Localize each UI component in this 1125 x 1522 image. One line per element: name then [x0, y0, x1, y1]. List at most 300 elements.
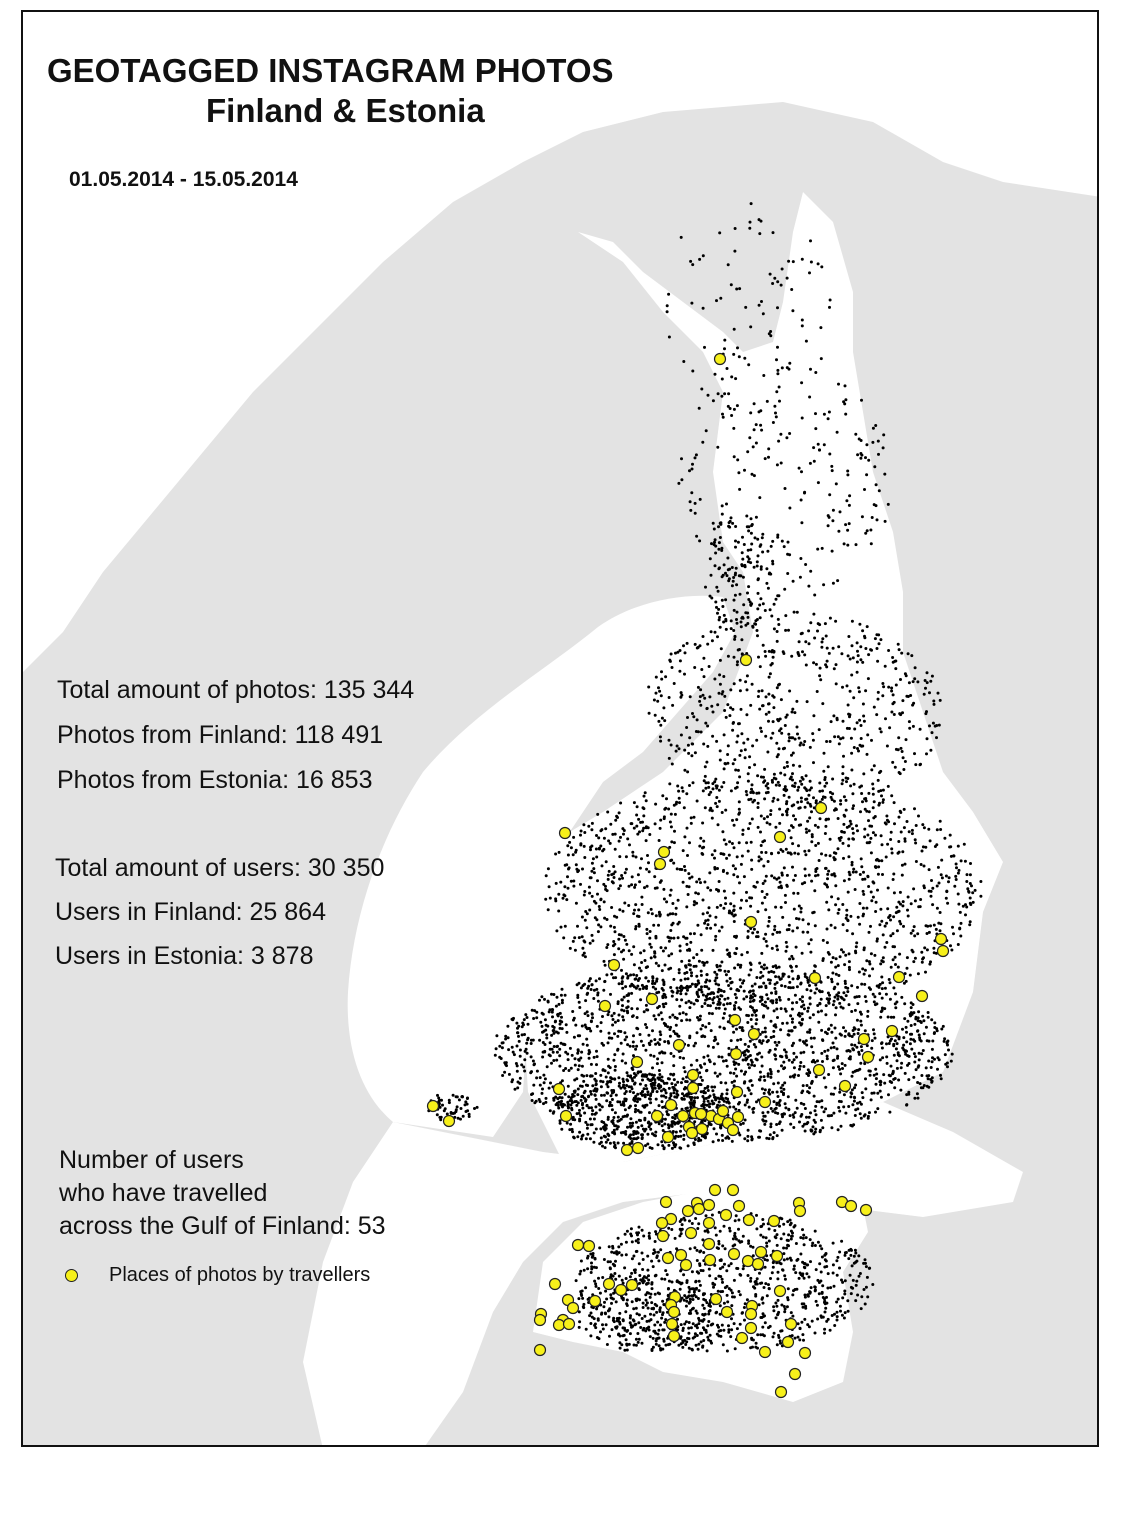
photo-point	[701, 441, 704, 444]
photo-point	[816, 548, 819, 551]
photo-point	[548, 1087, 551, 1090]
photo-point	[897, 901, 900, 904]
photo-point	[756, 774, 759, 777]
photo-point	[846, 990, 849, 993]
photo-point	[554, 853, 557, 856]
photo-point	[859, 658, 862, 661]
photo-point	[738, 754, 741, 757]
photo-point	[673, 804, 676, 807]
photo-point	[945, 897, 948, 900]
photo-point	[752, 445, 755, 448]
photo-point	[937, 692, 940, 695]
photo-point	[898, 920, 901, 923]
photo-point	[826, 877, 829, 880]
photo-point	[516, 1027, 519, 1030]
photo-point	[808, 396, 811, 399]
photo-point	[909, 974, 912, 977]
photo-point	[714, 979, 717, 982]
photo-point	[715, 740, 718, 743]
photo-point	[595, 918, 598, 921]
photo-point	[761, 704, 764, 707]
photo-point	[750, 1064, 753, 1067]
photo-point	[783, 1081, 786, 1084]
photo-point	[625, 1302, 628, 1305]
photo-point	[901, 874, 904, 877]
photo-point	[697, 892, 700, 895]
photo-point	[699, 1064, 702, 1067]
photo-point	[830, 978, 833, 981]
photo-point	[760, 730, 763, 733]
photo-point	[861, 1091, 864, 1094]
photo-point	[678, 971, 681, 974]
photo-point	[675, 1093, 678, 1096]
photo-point	[645, 868, 648, 871]
photo-point	[647, 1034, 650, 1037]
photo-point	[751, 1025, 754, 1028]
photo-point	[735, 567, 738, 570]
photo-point	[830, 465, 833, 468]
photo-point	[799, 983, 802, 986]
photo-point	[706, 1086, 709, 1089]
photo-point	[814, 1109, 817, 1112]
photo-point	[759, 616, 762, 619]
photo-point	[840, 1125, 843, 1128]
photo-point	[787, 975, 790, 978]
photo-point	[896, 1067, 899, 1070]
photo-point	[641, 1136, 644, 1139]
photo-point	[761, 536, 764, 539]
photo-point	[717, 1055, 720, 1058]
photo-point	[946, 1042, 949, 1045]
photo-point	[858, 902, 861, 905]
photo-point	[636, 1007, 639, 1010]
photo-point	[661, 996, 664, 999]
photo-point	[755, 935, 758, 938]
photo-point	[687, 977, 690, 980]
photo-point	[747, 1274, 750, 1277]
photo-point	[829, 838, 832, 841]
photo-point	[711, 639, 714, 642]
photo-point	[606, 918, 609, 921]
photo-point	[823, 778, 826, 781]
photo-point	[750, 532, 753, 535]
photo-point	[583, 1091, 586, 1094]
photo-point	[950, 855, 953, 858]
photo-point	[677, 1035, 680, 1038]
photo-point	[777, 1271, 780, 1274]
photo-point	[931, 903, 934, 906]
photo-point	[516, 1045, 519, 1048]
photo-point	[846, 544, 849, 547]
photo-point	[554, 1020, 557, 1023]
photo-point	[539, 1021, 542, 1024]
photo-point	[958, 927, 961, 930]
photo-point	[773, 277, 776, 280]
photo-point	[881, 1056, 884, 1059]
photo-point	[968, 923, 971, 926]
photo-point	[791, 708, 794, 711]
photo-point	[839, 839, 842, 842]
photo-point	[545, 1097, 548, 1100]
photo-point	[882, 685, 885, 688]
photo-point	[752, 1111, 755, 1114]
photo-point	[758, 304, 761, 307]
photo-point	[686, 1095, 689, 1098]
photo-point	[690, 1096, 693, 1099]
photo-point	[771, 732, 774, 735]
photo-point	[594, 902, 597, 905]
photo-point	[629, 1074, 632, 1077]
photo-point	[688, 877, 691, 880]
photo-point	[654, 1018, 657, 1021]
photo-point	[856, 1102, 859, 1105]
photo-point	[887, 916, 890, 919]
photo-point	[864, 456, 867, 459]
photo-point	[860, 857, 863, 860]
photo-point	[762, 1016, 765, 1019]
photo-point	[860, 792, 863, 795]
photo-point	[747, 850, 750, 853]
photo-point	[767, 925, 770, 928]
photo-point	[767, 587, 770, 590]
photo-point	[844, 413, 847, 416]
photo-point	[635, 814, 638, 817]
photo-point	[676, 923, 679, 926]
photo-point	[663, 1082, 666, 1085]
photo-point	[751, 790, 754, 793]
photo-point	[570, 1099, 573, 1102]
photo-point	[813, 1037, 816, 1040]
photo-point	[807, 629, 810, 632]
photo-point	[646, 1093, 649, 1096]
photo-point	[737, 1103, 740, 1106]
photo-point	[893, 822, 896, 825]
photo-point	[773, 627, 776, 630]
photo-point	[833, 1313, 836, 1316]
photo-point	[644, 1084, 647, 1087]
photo-point	[779, 978, 782, 981]
photo-point	[906, 1064, 909, 1067]
photo-point	[723, 614, 726, 617]
photo-point	[850, 1043, 853, 1046]
photo-point	[732, 762, 735, 765]
photo-point	[607, 1058, 610, 1061]
photo-point	[645, 1008, 648, 1011]
photo-point	[682, 849, 685, 852]
photo-point	[702, 840, 705, 843]
photo-point	[623, 996, 626, 999]
photo-point	[763, 937, 766, 940]
photo-point	[687, 963, 690, 966]
photo-point	[979, 880, 982, 883]
photo-point	[620, 969, 623, 972]
photo-point	[701, 1024, 704, 1027]
photo-point	[730, 627, 733, 630]
photo-point	[874, 834, 877, 837]
photo-point	[704, 787, 707, 790]
photo-point	[620, 1243, 623, 1246]
photo-point	[757, 690, 760, 693]
photo-point	[735, 947, 738, 950]
photo-point	[890, 687, 893, 690]
photo-point	[672, 1074, 675, 1077]
photo-point	[827, 1028, 830, 1031]
photo-point	[820, 852, 823, 855]
photo-point	[776, 346, 779, 349]
photo-point	[815, 987, 818, 990]
photo-point	[642, 806, 645, 809]
photo-point	[801, 319, 804, 322]
photo-point	[593, 989, 596, 992]
photo-point	[668, 757, 671, 760]
photo-point	[664, 947, 667, 950]
photo-point	[870, 899, 873, 902]
photo-point	[662, 706, 665, 709]
photo-point	[702, 657, 705, 660]
photo-point	[786, 761, 789, 764]
photo-point	[742, 1122, 745, 1125]
photo-point	[892, 915, 895, 918]
photo-point	[694, 643, 697, 646]
photo-point	[927, 1016, 930, 1019]
photo-point	[583, 1269, 586, 1272]
photo-point	[889, 919, 892, 922]
photo-point	[724, 897, 727, 900]
photo-point	[751, 931, 754, 934]
photo-point	[754, 983, 757, 986]
photo-point	[931, 887, 934, 890]
photo-point	[605, 1076, 608, 1079]
photo-point	[912, 1003, 915, 1006]
photo-point	[835, 682, 838, 685]
photo-point	[748, 974, 751, 977]
photo-point	[839, 1033, 842, 1036]
photo-point	[540, 995, 543, 998]
photo-point	[820, 1029, 823, 1032]
photo-point	[589, 1074, 592, 1077]
photo-point	[913, 1052, 916, 1055]
photo-point	[778, 808, 781, 811]
photo-point	[618, 1119, 621, 1122]
photo-point	[687, 752, 690, 755]
photo-point	[748, 227, 751, 230]
photo-point	[664, 675, 667, 678]
photo-point	[710, 597, 713, 600]
photo-point	[732, 576, 735, 579]
photo-point	[801, 1018, 804, 1021]
photo-point	[895, 1047, 898, 1050]
photo-point	[745, 841, 748, 844]
photo-point	[864, 969, 867, 972]
photo-point	[783, 545, 786, 548]
photo-point	[754, 994, 757, 997]
photo-point	[848, 878, 851, 881]
photo-point	[861, 967, 864, 970]
photo-point	[664, 964, 667, 967]
photo-point	[910, 654, 913, 657]
photo-point	[900, 831, 903, 834]
photo-point	[712, 787, 715, 790]
photo-point	[770, 852, 773, 855]
photo-point	[596, 1055, 599, 1058]
photo-point	[516, 1070, 519, 1073]
photo-point	[824, 867, 827, 870]
photo-point	[902, 756, 905, 759]
photo-point	[658, 690, 661, 693]
photo-point	[905, 1104, 908, 1107]
photo-point	[866, 834, 869, 837]
photo-point	[693, 1003, 696, 1006]
photo-point	[758, 962, 761, 965]
photo-point	[723, 838, 726, 841]
photo-point	[689, 932, 692, 935]
photo-point	[598, 1103, 601, 1106]
photo-point	[854, 1009, 857, 1012]
photo-point	[780, 284, 783, 287]
photo-point	[893, 801, 896, 804]
photo-point	[783, 766, 786, 769]
photo-point	[875, 483, 878, 486]
photo-point	[841, 779, 844, 782]
photo-point	[705, 927, 708, 930]
photo-point	[759, 597, 762, 600]
photo-point	[863, 835, 866, 838]
photo-point	[808, 984, 811, 987]
photo-point	[756, 560, 759, 563]
photo-point	[632, 945, 635, 948]
photo-point	[623, 902, 626, 905]
photo-point	[630, 822, 633, 825]
photo-point	[624, 939, 627, 942]
photo-point	[846, 684, 849, 687]
photo-point	[787, 541, 790, 544]
photo-point	[877, 779, 880, 782]
photo-point	[718, 1007, 721, 1010]
photo-point	[759, 545, 762, 548]
photo-point	[679, 659, 682, 662]
photo-point	[607, 1013, 610, 1016]
photo-point	[770, 1123, 773, 1126]
photo-point	[696, 800, 699, 803]
photo-point	[876, 985, 879, 988]
photo-point	[551, 1015, 554, 1018]
photo-point	[559, 1020, 562, 1023]
photo-point	[755, 739, 758, 742]
photo-point	[558, 1065, 561, 1068]
photo-point	[682, 1011, 685, 1014]
photo-point	[775, 358, 778, 361]
photo-point	[747, 549, 750, 552]
photo-point	[650, 1085, 653, 1088]
photo-point	[719, 1073, 722, 1076]
photo-point	[693, 965, 696, 968]
photo-point	[969, 920, 972, 923]
photo-point	[744, 1059, 747, 1062]
photo-point	[699, 498, 702, 501]
photo-point	[751, 744, 754, 747]
photo-point	[807, 923, 810, 926]
photo-point	[760, 965, 763, 968]
photo-point	[688, 948, 691, 951]
photo-point	[778, 747, 781, 750]
photo-point	[696, 1096, 699, 1099]
photo-point	[885, 856, 888, 859]
photo-point	[802, 1103, 805, 1106]
photo-point	[565, 1023, 568, 1026]
photo-point	[661, 1124, 664, 1127]
photo-point	[612, 1059, 615, 1062]
photo-point	[592, 867, 595, 870]
photo-point	[881, 843, 884, 846]
photo-point	[732, 864, 735, 867]
photo-point	[614, 1065, 617, 1068]
photo-point	[871, 1039, 874, 1042]
photo-point	[610, 1014, 613, 1017]
photo-point	[740, 625, 743, 628]
photo-point	[621, 877, 624, 880]
photo-point	[856, 453, 859, 456]
photo-point	[622, 1084, 625, 1087]
photo-point	[883, 473, 886, 476]
photo-point	[701, 822, 704, 825]
photo-point	[659, 1033, 662, 1036]
photo-point	[663, 1123, 666, 1126]
photo-point	[874, 815, 877, 818]
photo-point	[580, 830, 583, 833]
photo-point	[731, 913, 734, 916]
photo-point	[622, 910, 625, 913]
photo-point	[862, 907, 865, 910]
photo-point	[764, 1115, 767, 1118]
photo-point	[799, 557, 802, 560]
photo-point	[614, 1144, 617, 1147]
photo-point	[596, 1025, 599, 1028]
photo-point	[851, 1075, 854, 1078]
photo-point	[647, 861, 650, 864]
photo-point	[723, 890, 726, 893]
photo-point	[902, 768, 905, 771]
photo-point	[652, 986, 655, 989]
photo-point	[437, 1097, 440, 1100]
photo-point	[814, 844, 817, 847]
photo-point	[776, 1091, 779, 1094]
photo-point	[464, 1100, 467, 1103]
photo-point	[775, 1123, 778, 1126]
photo-point	[719, 626, 722, 629]
photo-point	[793, 908, 796, 911]
photo-point	[747, 930, 750, 933]
photo-point	[738, 881, 741, 884]
photo-point	[653, 1078, 656, 1081]
photo-point	[953, 885, 956, 888]
photo-point	[798, 640, 801, 643]
photo-point	[659, 1038, 662, 1041]
photo-point	[868, 1111, 871, 1114]
photo-point	[857, 654, 860, 657]
photo-point	[672, 1091, 675, 1094]
photo-point	[849, 1095, 852, 1098]
photo-point	[511, 1046, 514, 1049]
photo-point	[670, 653, 673, 656]
photo-point	[658, 1104, 661, 1107]
photo-point	[682, 790, 685, 793]
photo-point	[713, 849, 716, 852]
photo-point	[912, 680, 915, 683]
photo-point	[856, 641, 859, 644]
photo-point	[786, 572, 789, 575]
photo-point	[791, 1021, 794, 1024]
photo-point	[736, 875, 739, 878]
